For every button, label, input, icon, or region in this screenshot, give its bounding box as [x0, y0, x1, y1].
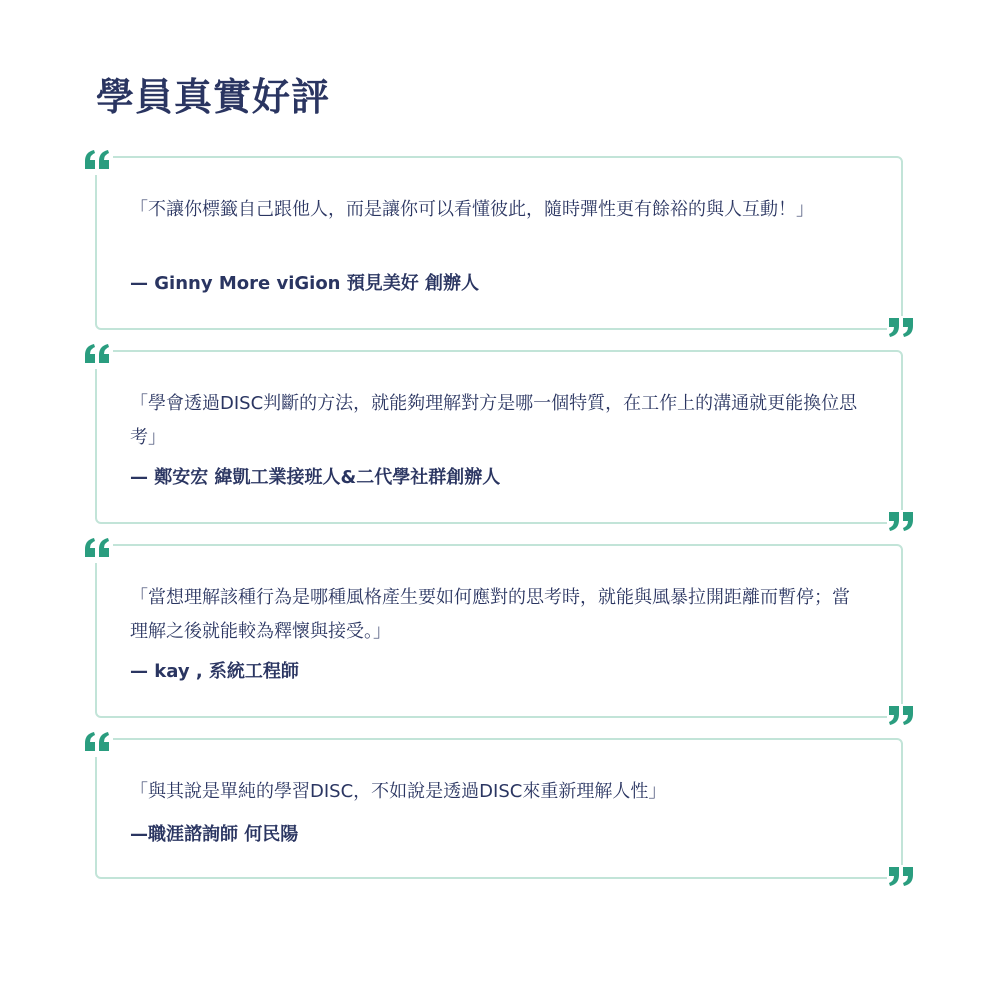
testimonial-card [95, 544, 903, 718]
close-quote-icon [887, 510, 917, 536]
testimonial-author: — 鄭安宏 緯凱工業接班人&二代學社群創辦人 [130, 467, 501, 488]
testimonial-card [95, 156, 903, 330]
open-quote-icon [83, 149, 113, 175]
open-quote-icon [83, 537, 113, 563]
testimonial-author: — kay , 系統工程師 [130, 661, 299, 682]
close-quote-icon [887, 704, 917, 730]
testimonial-author: — Ginny More viGion 預見美好 創辦人 [130, 273, 480, 294]
testimonial-quote: 「不讓你標籤自己跟他人，而是讓你可以看懂彼此，隨時彈性更有餘裕的與人互動！」 [130, 199, 814, 220]
close-quote-icon [887, 316, 917, 342]
testimonial-quote: 「學會透過DISC判斷的方法，就能夠理解對方是哪一個特質，在工作上的溝通就更能換位思考」 [130, 393, 858, 448]
open-quote-icon [83, 343, 113, 369]
testimonial-card [95, 350, 903, 524]
page-title: 學員真實好評 [96, 75, 331, 119]
testimonial-quote: 「當想理解該種行為是哪種風格產生要如何應對的思考時，就能與風暴拉開距離而暫停；當理解之後就能較為釋懷與接受。」 [130, 587, 850, 642]
open-quote-icon [83, 731, 113, 757]
close-quote-icon [887, 865, 917, 891]
testimonial-quote: 「與其說是單純的學習DISC，不如說是透過DISC來重新理解人性」 [130, 781, 667, 802]
testimonial-card [95, 738, 903, 879]
testimonial-author: —職涯諮詢師 何民陽 [130, 824, 299, 845]
